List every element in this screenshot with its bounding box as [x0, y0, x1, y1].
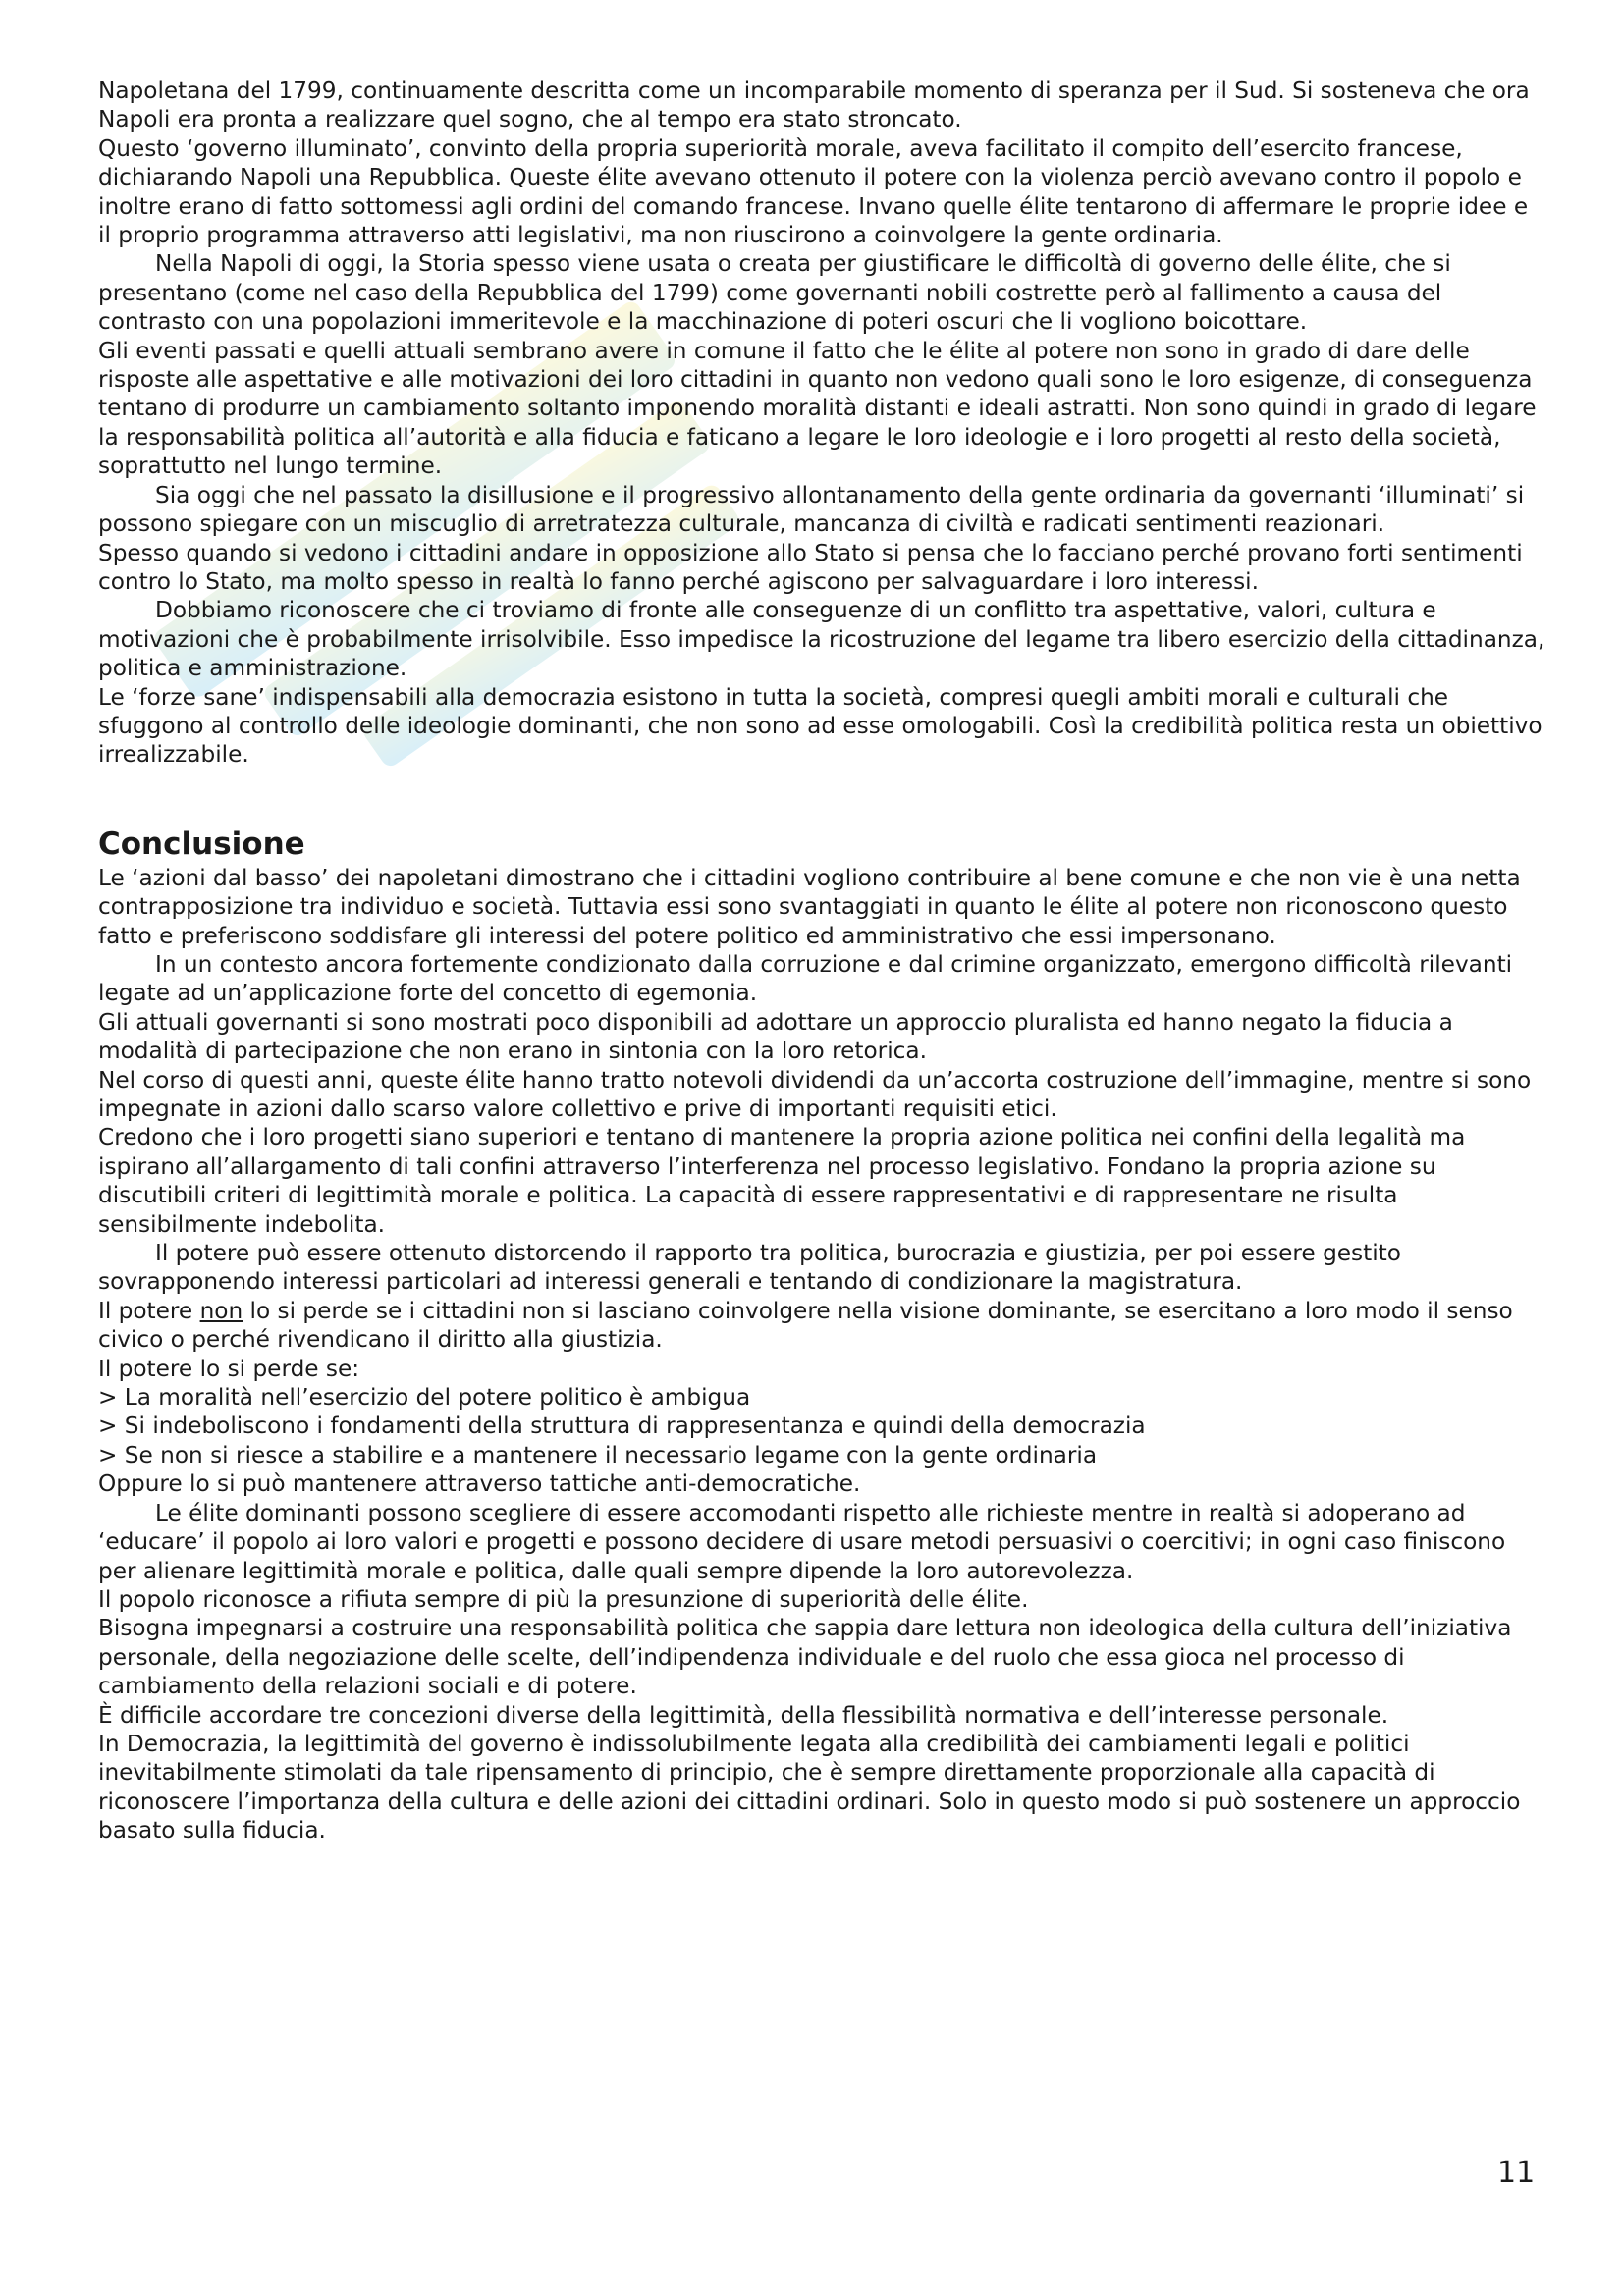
underlined-word: non — [199, 1297, 243, 1324]
text-run: lo si perde se i cittadini non si lasciano coinvolgere nella visione dominante, se esercitano a loro modo il senso civico o perché rivendicano il diritto alla giustizia. — [98, 1297, 1513, 1354]
paragraph: Bisogna impegnarsi a costruire una responsabilità politica che sappia dare lettura non ideologica della cultura dell’iniziativa personale, della negoziazione delle scelte, dell’indipendenza individuale e del ruolo che essa gioca nel processo di cambiamento della relazioni sociali e di potere. — [98, 1615, 1512, 1700]
list-item: > La moralità nell’esercizio del potere politico è ambigua — [98, 1384, 751, 1412]
paragraph: Napoletana del 1799, continuamente descritta come un incomparabile momento di speranza per il Sud. Si sosteneva che ora Napoli era pronta a realizzare quel sogno, che al tempo era stato stroncato. — [98, 78, 1530, 133]
text-run: Il potere — [98, 1297, 200, 1324]
paragraph: Il popolo riconosce a rifiuta sempre di più la presunzione di superiorità delle élite. — [98, 1585, 1029, 1613]
section-heading: Conclusione — [98, 826, 305, 862]
paragraph: È difficile accordare tre concezioni diverse della legittimità, della flessibilità normativa e dell’interesse personale. — [98, 1701, 1389, 1729]
paragraph: Le ‘azioni dal basso’ dei napoletani dimostrano che i cittadini vogliono contribuire al bene comune e che non vie è una netta contrapposizione tra individuo e società. Tuttavia essi sono svantaggiati in quanto le élite al potere non riconoscono questo fatto e preferiscono soddisfare gli interessi del potere politico ed amministrativo che essi impersonano. — [98, 864, 1521, 949]
paragraph: Gli eventi passati e quelli attuali sembrano avere in comune il fatto che le élite al potere non sono in grado di dare delle risposte alle aspettative e alle motivazioni dei loro cittadini in quanto non vedono quali sono le loro esigenze, di conseguenza tentano di produrre un cambiamento soltanto imponendo moralità distanti e ideali astratti. Non sono quindi in grado di legare la responsabilità politica all’autorità e alla fiducia e faticano a legare le loro ideologie e i loro progetti al resto della società, soprattutto nel lungo termine. — [98, 337, 1537, 480]
list-item: > Si indeboliscono i fondamenti della struttura di rappresentanza e quindi della democrazia — [98, 1413, 1146, 1440]
paragraph: Oppure lo si può mantenere attraverso tattiche anti-democratiche. — [98, 1470, 861, 1498]
paragraph: Gli attuali governanti si sono mostrati poco disponibili ad adottare un approccio pluralista ed hanno negato la fiducia a modalità di partecipazione che non erano in sintonia con la loro retorica. — [98, 1008, 1453, 1065]
document-page — [98, 77, 1546, 1845]
paragraph: In un contesto ancora fortemente condizionato dalla corruzione e dal crimine organizzato, emergono difficoltà rilevanti legate ad un’applicazione forte del concetto di egemonia. — [98, 950, 1513, 1007]
list-item: > Se non si riesce a stabilire e a mantenere il necessario legame con la gente ordinaria — [98, 1441, 1098, 1468]
paragraph: Il potere lo si perde se: — [98, 1355, 360, 1382]
paragraph: Questo ‘governo illuminato’, convinto della propria superiorità morale, aveva facilitato il compito dell’esercito francese, dichiarando Napoli una Repubblica. Queste élite avevano ottenuto il potere con la violenza perciò avevano contro il popolo e inoltre erano di fatto sottomessi agli ordini del comando francese. Invano quelle élite tentarono di affermare le proprie idee e il proprio programma attraverso atti legislativi, ma non riuscirono a coinvolgere la gente ordinaria. — [98, 134, 1529, 249]
paragraph: In Democrazia, la legittimità del governo è indissolubilmente legata alla credibilità dei cambiamenti legali e politici inevitabilmente stimolati da tale ripensamento di principio, che è sempre direttamente proporzionale alla capacità di riconoscere l’importanza della cultura e delle azioni dei cittadini ordinari. Solo in questo modo si può sostenere un approccio basato sulla fiducia. — [98, 1730, 1521, 1844]
paragraph: Le ‘forze sane’ indispensabili alla democrazia esistono in tutta la società, compresi quegli ambiti morali e culturali che sfuggono al controllo delle ideologie dominanti, che non sono ad esse omologabili. Così la credibilità politica resta un obiettivo irrealizzabile. — [98, 683, 1542, 769]
paragraph: Nel corso di questi anni, queste élite hanno tratto notevoli dividendi da un’accorta costruzione dell’immagine, mentre si sono impegnate in azioni dallo scarso valore collettivo e prive di importanti requisiti etici. — [98, 1066, 1532, 1122]
paragraph — [98, 1297, 1546, 1355]
paragraph: Nella Napoli di oggi, la Storia spesso viene usata o creata per giustificare le difficoltà di governo delle élite, che si presentano (come nel caso della Repubblica del 1799) come governanti nobili costrette però al fallimento a causa del contrasto con una popolazioni immeritevole e la macchinazione di poteri oscuri che li vogliono boicottare. — [98, 250, 1451, 336]
paragraph: Credono che i loro progetti siano superiori e tentano di mantenere la propria azione politica nei confini della legalità ma ispirano all’allargamento di tali confini attraverso l’interferenza nel processo legislativo. Fondano la propria azione su discutibili criteri di legittimità morale e politica. La capacità di essere rappresentativi e di rappresentare ne risulta sensibilmente indebolita. — [98, 1124, 1466, 1238]
paragraph: Le élite dominanti possono scegliere di essere accomodanti rispetto alle richieste mentre in realtà si adoperano ad ‘educare’ il popolo ai loro valori e progetti e possono decidere di usare metodi persuasivi o coercitivi; in ogni caso finiscono per alienare legittimità morale e politica, dalle quali sempre dipende la loro autorevolezza. — [98, 1499, 1506, 1584]
paragraph: Spesso quando si vedono i cittadini andare in opposizione allo Stato si pensa che lo facciano perché provano forti sentimenti contro lo Stato, ma molto spesso in realtà lo fanno perché agiscono per salvaguardare i loro interessi. — [98, 539, 1523, 595]
paragraph: Sia oggi che nel passato la disillusione e il progressivo allontanamento della gente ordinaria da governanti ‘illuminati’ si possono spiegare con un miscuglio di arretratezza culturale, mancanza di civiltà e radicati sentimenti reazionari. — [98, 481, 1525, 538]
paragraph: Dobbiamo riconoscere che ci troviamo di fronte alle conseguenze di un conflitto tra aspettative, valori, cultura e motivazioni che è probabilmente irrisolvibile. Esso impedisce la ricostruzione del legame tra libero esercizio della cittadinanza, politica e amministrazione. — [98, 597, 1545, 682]
paragraph: Il potere può essere ottenuto distorcendo il rapporto tra politica, burocrazia e giustizia, per poi essere gestito sovrapponendo interessi particolari ad interessi generali e tentando di condizionare la magistratura. — [98, 1240, 1401, 1296]
page-number: 11 — [1497, 2156, 1536, 2190]
